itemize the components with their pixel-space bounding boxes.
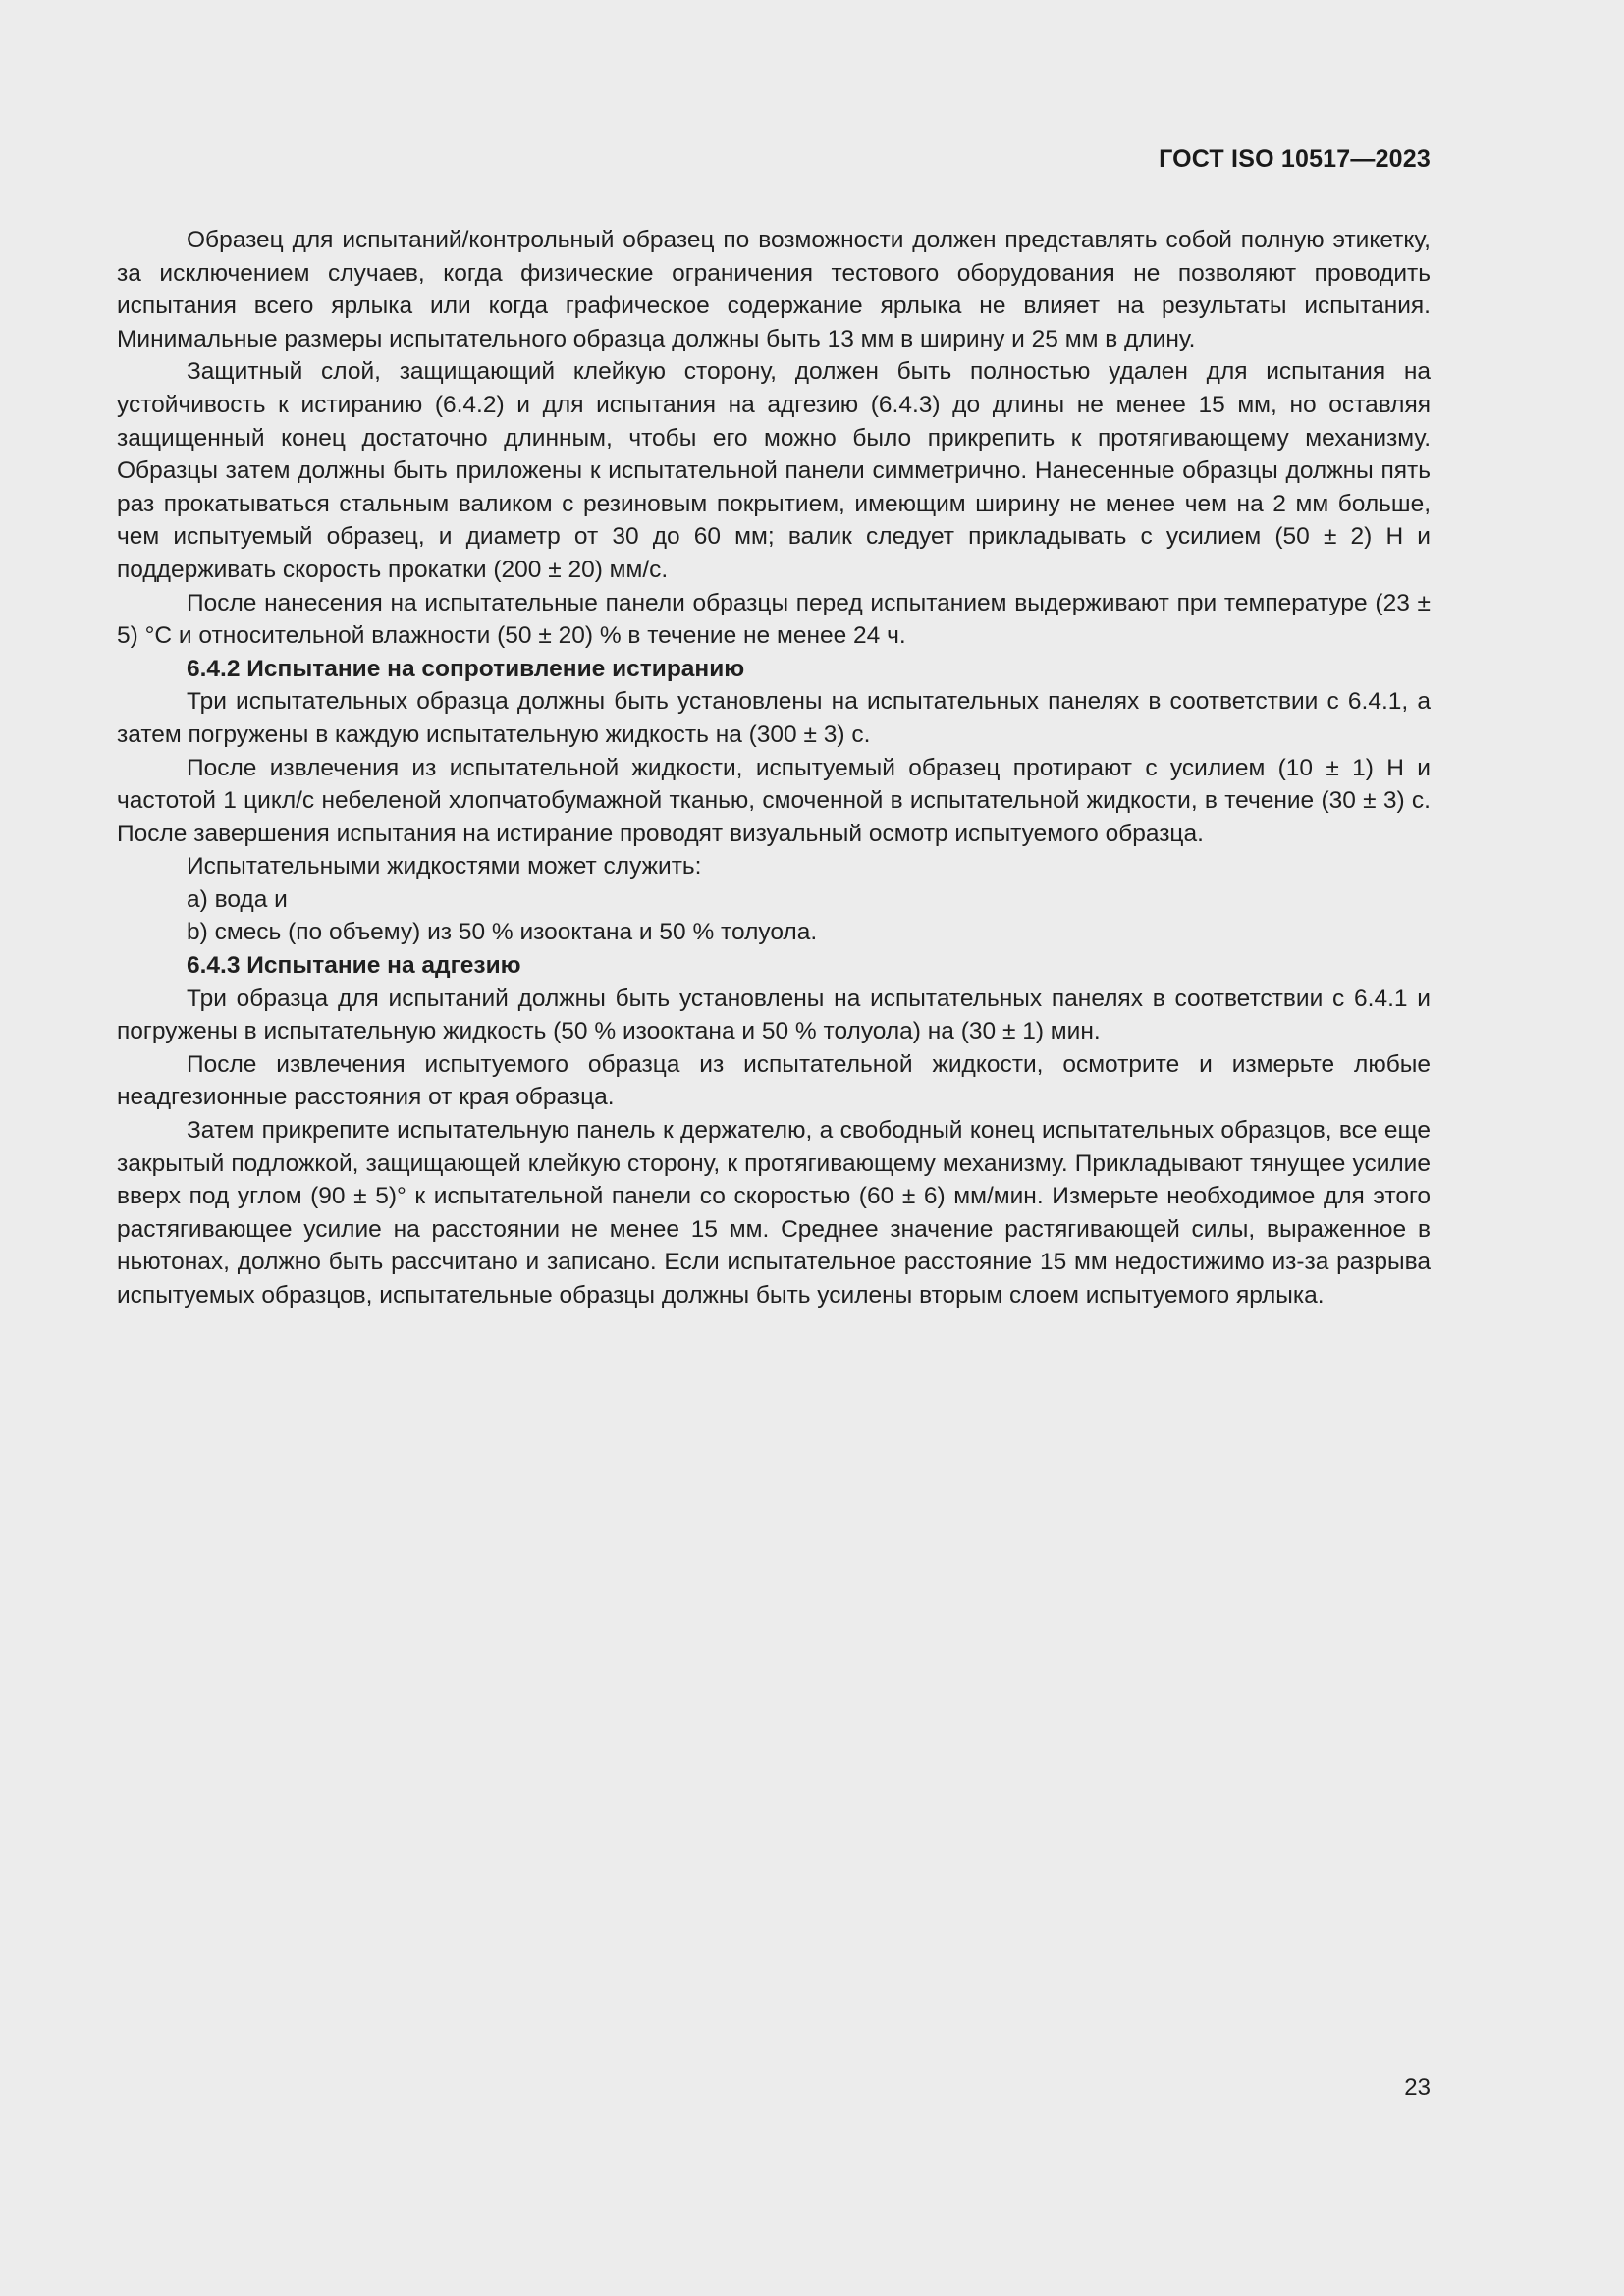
paragraph-sample-description: Образец для испытаний/контрольный образец по возможности должен представлять собой полную этикетку, за исключением случаев, когда физические ограничения тестового оборудования не позволяют проводить испытания всего ярлыка или когда графическое содержание ярлыка не влияет на результаты испытания. Минимальные размеры испытательного образца должны быть 13 мм в ширину и 25 мм в длину. (117, 227, 1431, 352)
paragraph-conditioning: После нанесения на испытательные панели образцы перед испытанием выдерживают при температуре (23 ± 5) °С и относительной влажности (50 ± 20) % в течение не менее 24 ч. (117, 589, 1431, 650)
paragraph-abrasion-setup: Три испытательных образца должны быть установлены на испытательных панелях в соответствии с 6.4.1, а затем погружены в каждую испытательную жидкость на (300 ± 3) с. (117, 688, 1431, 748)
paragraph-adhesion-inspection: После извлечения испытуемого образца из испытательной жидкости, осмотрите и измерьте любые неадгезионные расстояния от края образца. (117, 1050, 1431, 1111)
list-item-b: b) смесь (по объему) из 50 % изооктана и 50 % толуола. (187, 919, 818, 946)
paragraph-protective-layer: Защитный слой, защищающий клейкую сторону, должен быть полностью удален для испытания на устойчивость к истиранию (6.4.2) и для испытания на адгезию (6.4.3) до длины не менее 15 мм, но оставляя защищенный конец достаточно длинным, чтобы его можно было прикрепить к протягивающему механизму. Образцы затем должны быть приложены к испытательной панели симметрично. Нанесенные образцы должны пять раз прокатываться стальным валиком с резиновым покрытием, имеющим ширину не менее чем на 2 мм больше, чем испытуемый образец, и диаметр от 30 до 60 мм; валик следует прикладывать с усилием (50 ± 2) Н и поддерживать скорость прокатки (200 ± 20) мм/с. (117, 358, 1431, 583)
paragraph-abrasion-procedure: После извлечения из испытательной жидкости, испытуемый образец протирают с усилием (10 ± 1) Н и частотой 1 цикл/с небеленой хлопчатобумажной тканью, смоченной в испытательной жидкости, в течение (30 ± 3) с. После завершения испытания на истирание проводят визуальный осмотр испытуемого образца. (117, 754, 1431, 847)
document-body (117, 224, 1431, 1312)
document-header: ГОСТ ISO 10517—2023 (1159, 145, 1431, 173)
paragraph-adhesion-procedure: Затем прикрепите испытательную панель к держателю, а свободный конец испытательных образцов, все еще закрытый подложкой, защищающей клейкую сторону, к протягивающему механизму. Прикладывают тянущее усилие вверх под углом (90 ± 5)° к испытательной панели со скоростью (60 ± 6) мм/мин. Измерьте необходимое для этого растягивающее усилие на расстоянии не менее 15 мм. Среднее значение растягивающей силы, выраженное в ньютонах, должно быть рассчитано и записано. Если испытательное расстояние 15 мм недостижимо из-за разрыва испытуемых образцов, испытательные образцы должны быть усилены вторым слоем испытуемого ярлыка. (117, 1117, 1431, 1308)
paragraph-test-liquids-intro: Испытательными жидкостями может служить: (187, 853, 702, 881)
list-item-a: а) вода и (187, 885, 288, 913)
paragraph-adhesion-setup: Три образца для испытаний должны быть установлены на испытательных панелях в соответствии с 6.4.1 и погружены в испытательную жидкость (50 % изооктана и 50 % толуола) на (30 ± 1) мин. (117, 985, 1431, 1045)
section-heading-6-4-3: 6.4.3 Испытание на адгезию (187, 952, 521, 980)
page-number: 23 (1404, 2074, 1431, 2101)
section-heading-6-4-2: 6.4.2 Испытание на сопротивление истиранию (187, 655, 745, 682)
